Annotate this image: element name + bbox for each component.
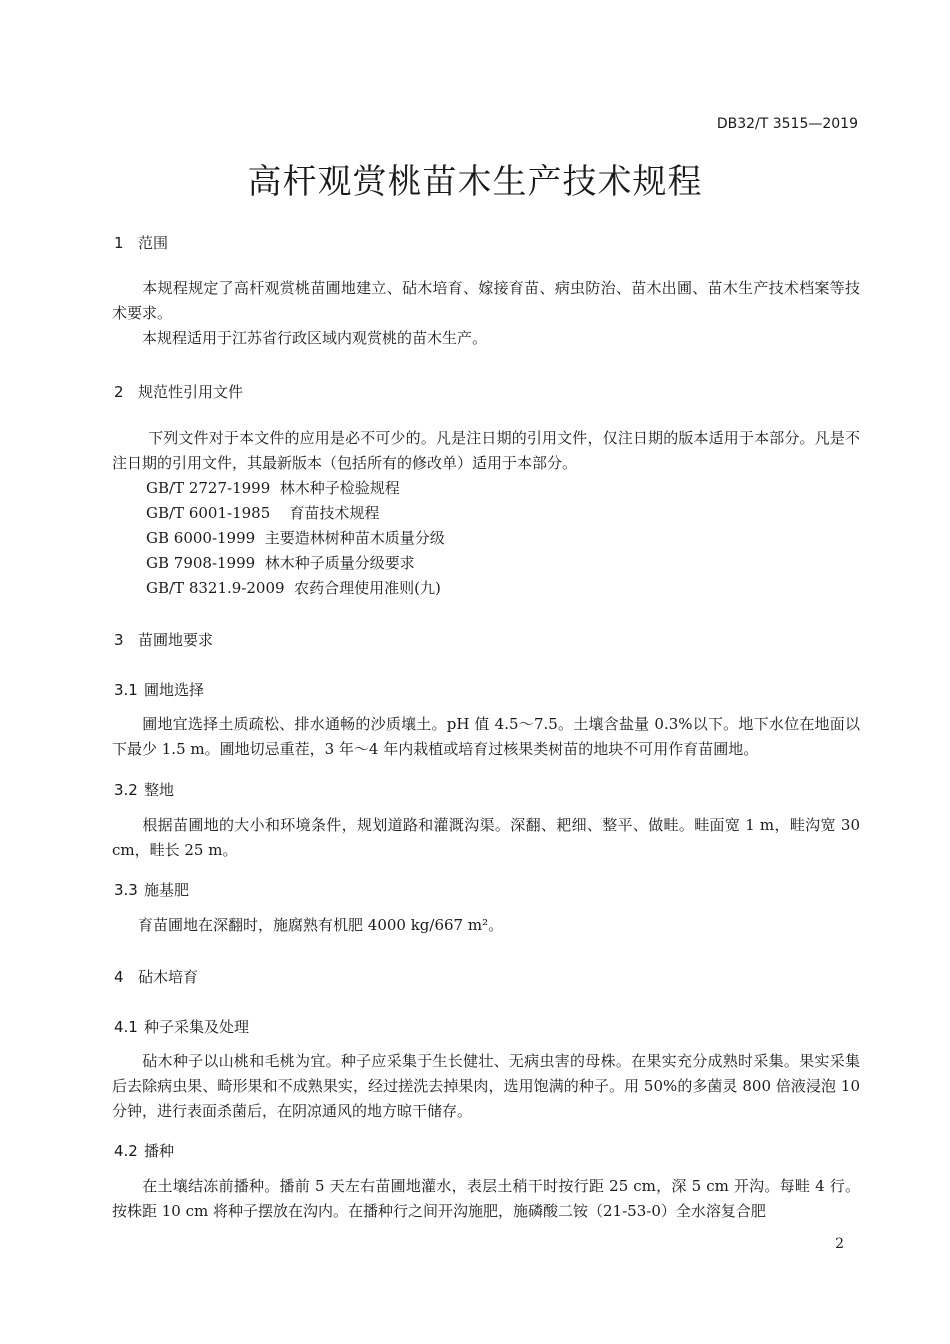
paragraph-text: 在土壤结冻前播种。播前 5 天左右苗圃地灌水，表层土稍干时按行距 25 cm，深 5 cm 开沟。每畦 4 行。按株距 10 cm 将种子摆放在沟内。在播种行之间开沟施肥，施磷酸二铵（21-53-0）全水溶复合肥 xyxy=(112,1177,860,1220)
subsection-heading-3-3 xyxy=(114,879,189,900)
subsection-heading-3-2 xyxy=(114,779,174,800)
paragraph xyxy=(112,712,860,762)
section-title: 规范性引用文件 xyxy=(138,383,244,401)
subsection-title: 种子采集及处理 xyxy=(144,1018,250,1036)
paragraph xyxy=(112,276,860,326)
reference-item: GB/T 2727-1999 林木种子检验规程 xyxy=(146,479,400,497)
paragraph xyxy=(112,813,860,863)
subsection-title: 施基肥 xyxy=(144,881,190,899)
subsection-number: 3.1 xyxy=(114,681,138,699)
paragraph-text: 下列文件对于本文件的应用是必不可少的。凡是注日期的引用文件，仅注日期的版本适用于本部分。凡是不注日期的引用文件，其最新版本（包括所有的修改单）适用于本部分。 xyxy=(112,429,860,472)
paragraph-text: 本规程规定了高杆观赏桃苗圃地建立、砧木培育、嫁接育苗、病虫防治、苗木出圃、苗木生产技术档案等技术要求。 xyxy=(112,279,860,322)
section-title: 苗圃地要求 xyxy=(138,631,214,649)
paragraph xyxy=(112,426,860,476)
reference-item: GB/T 6001-1985 育苗技术规程 xyxy=(146,504,380,522)
subsection-number: 3.2 xyxy=(114,781,138,799)
paragraph xyxy=(112,326,860,351)
section-heading-4 xyxy=(114,966,198,987)
section-number: 4 xyxy=(114,968,124,986)
subsection-number: 3.3 xyxy=(114,881,138,899)
document-title: 高杆观赏桃苗木生产技术规程 xyxy=(247,162,703,202)
paragraph-text: 砧木种子以山桃和毛桃为宜。种子应采集于生长健壮、无病虫害的母株。在果实充分成熟时采集。果实采集后去除病虫果、畸形果和不成熟果实，经过搓洗去掉果肉，选用饱满的种子。用 50%的多菌灵 800 倍液浸泡 10 分钟，进行表面杀菌后，在阴凉通风的地方晾干储存。 xyxy=(112,1052,860,1120)
subsection-title: 播种 xyxy=(144,1142,175,1160)
paragraph xyxy=(112,1049,860,1124)
page-number: 2 xyxy=(835,1236,844,1252)
paragraph-text: 本规程适用于江苏省行政区域内观赏桃的苗木生产。 xyxy=(142,329,488,347)
subsection-heading-4-1 xyxy=(114,1016,249,1037)
section-heading-3 xyxy=(114,629,213,650)
paragraph xyxy=(112,1174,860,1224)
document-code: DB32/T 3515—2019 xyxy=(716,116,858,132)
subsection-heading-4-2 xyxy=(114,1140,174,1161)
section-title: 砧木培育 xyxy=(138,968,199,986)
section-number: 3 xyxy=(114,631,124,649)
subsection-title: 圃地选择 xyxy=(144,681,205,699)
paragraph xyxy=(112,913,860,938)
subsection-number: 4.1 xyxy=(114,1018,138,1036)
reference-item: GB 7908-1999 林木种子质量分级要求 xyxy=(146,554,415,572)
subsection-heading-3-1 xyxy=(114,679,204,700)
subsection-number: 4.2 xyxy=(114,1142,138,1160)
section-heading-2 xyxy=(114,381,243,402)
reference-item: GB/T 8321.9-2009 农药合理使用准则(九) xyxy=(146,579,441,597)
paragraph-text: 圃地宜选择土质疏松、排水通畅的沙质壤土。pH 值 4.5～7.5。土壤含盐量 0.3%以下。地下水位在地面以下最少 1.5 m。圃地切忌重茬，3 年～4 年内栽植或培育过核果类树苗的地块不可用作育苗圃地。 xyxy=(112,715,860,758)
section-heading-1 xyxy=(114,232,168,253)
subsection-title: 整地 xyxy=(144,781,175,799)
section-number: 1 xyxy=(114,234,124,252)
section-title: 范围 xyxy=(138,234,169,252)
paragraph-text: 育苗圃地在深翻时，施腐熟有机肥 4000 kg/667 m²。 xyxy=(138,916,504,934)
reference-item: GB 6000-1999 主要造林树种苗木质量分级 xyxy=(146,529,445,547)
paragraph-text: 根据苗圃地的大小和环境条件，规划道路和灌溉沟渠。深翻、耙细、整平、做畦。畦面宽 1 m，畦沟宽 30 cm，畦长 25 m。 xyxy=(112,816,860,859)
section-number: 2 xyxy=(114,383,124,401)
